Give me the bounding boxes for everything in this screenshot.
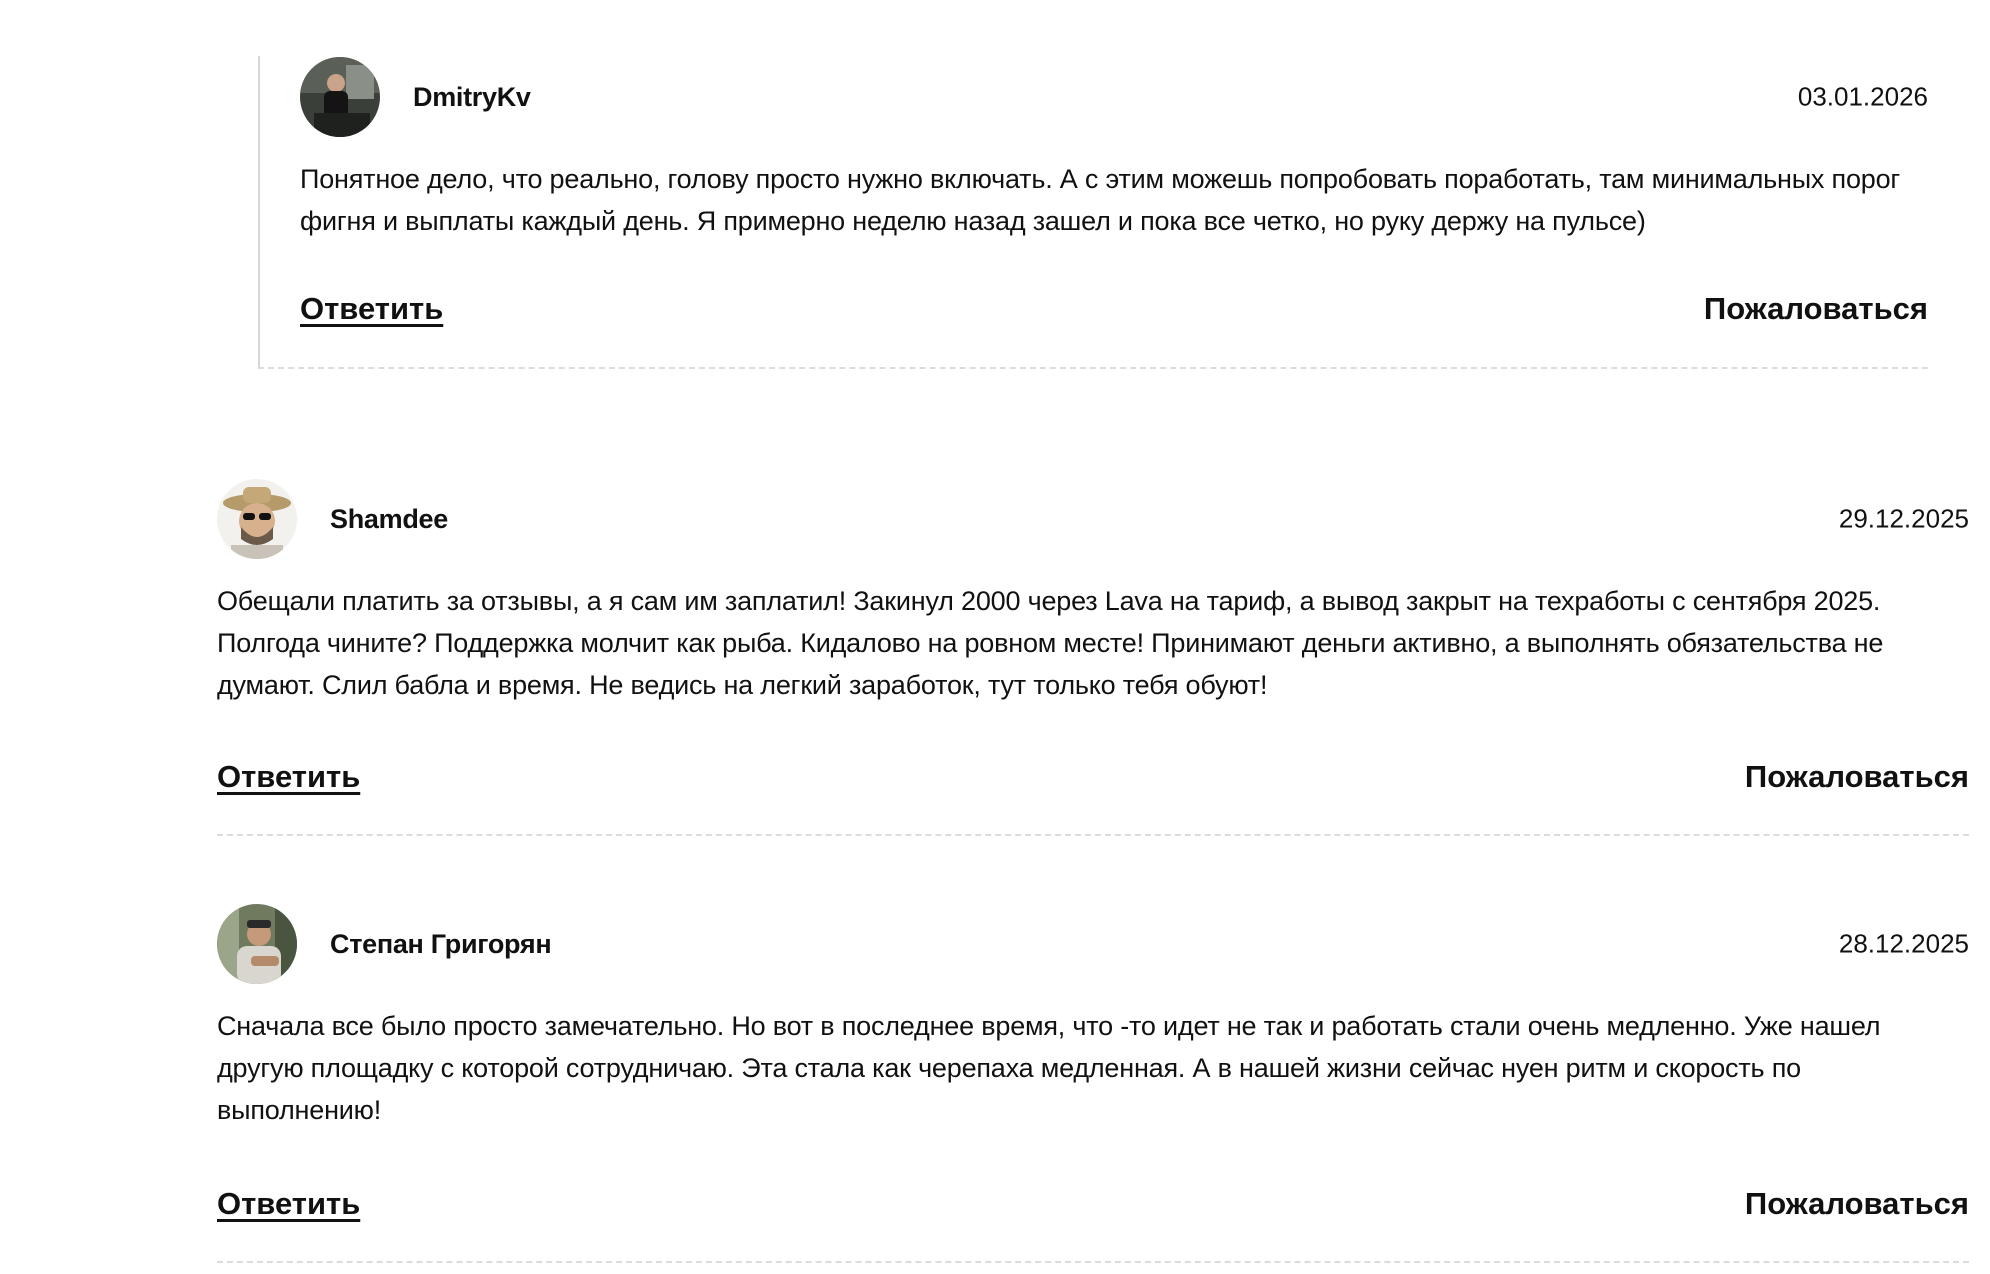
comment-text: Обещали платить за отзывы, а я сам им заплатил! Закинул 2000 через Lava на тариф, а вывод закрыт на техработы с сентября 2025. Полгода чините? Поддержка молчит как рыба. Кидалово на ровном месте! Принимают деньги активно, а выполнять обязательства не думают. Слил бабла и время. Не ведись на легкий заработок, тут только тебя обуют! bbox=[217, 586, 1884, 700]
user-avatar-icon bbox=[217, 479, 297, 559]
comment-item bbox=[258, 56, 1928, 369]
comment-actions bbox=[217, 1186, 1969, 1222]
report-button[interactable]: Пожаловаться bbox=[1744, 759, 1969, 794]
comment-item bbox=[217, 903, 1969, 1263]
comment-header bbox=[300, 56, 1928, 138]
avatar[interactable] bbox=[300, 57, 380, 137]
comment-actions bbox=[300, 291, 1928, 327]
comment-date: 29.12.2025 bbox=[1838, 503, 1969, 534]
comment-date: 03.01.2026 bbox=[1797, 81, 1928, 112]
comment-text: Сначала все было просто замечательно. Но вот в последнее время, что -то идет не так и работать стали очень медленно. Уже нашел другую площадку с которой сотрудничаю. Эта стала как черепаха медленная. А в нашей жизни сейчас нуен ритм и скорость по выполнению! bbox=[217, 1011, 1881, 1125]
author-name: DmitryKv bbox=[413, 81, 531, 112]
reply-button[interactable]: Ответить bbox=[300, 291, 444, 326]
report-button[interactable]: Пожаловаться bbox=[1744, 1186, 1969, 1221]
reply-button[interactable]: Ответить bbox=[217, 759, 361, 794]
user-avatar-icon bbox=[300, 57, 380, 137]
author-name: Степан Григорян bbox=[330, 928, 552, 959]
comment-date: 28.12.2025 bbox=[1838, 928, 1969, 959]
comment-actions bbox=[217, 759, 1969, 795]
comment-header bbox=[217, 903, 1969, 985]
comment-item bbox=[217, 478, 1969, 836]
comment-text: Понятное дело, что реально, голову просто нужно включать. А с этим можешь попробовать поработать, там минимальных порог фигня и выплаты каждый день. Я примерно неделю назад зашел и пока все четко, но руку держу на пульсе) bbox=[300, 164, 1901, 236]
avatar[interactable] bbox=[217, 479, 297, 559]
comment-header bbox=[217, 478, 1969, 560]
reply-button[interactable]: Ответить bbox=[217, 1186, 361, 1221]
author-name: Shamdee bbox=[330, 503, 448, 534]
user-avatar-icon bbox=[217, 904, 297, 984]
report-button[interactable]: Пожаловаться bbox=[1703, 291, 1928, 326]
avatar[interactable] bbox=[217, 904, 297, 984]
